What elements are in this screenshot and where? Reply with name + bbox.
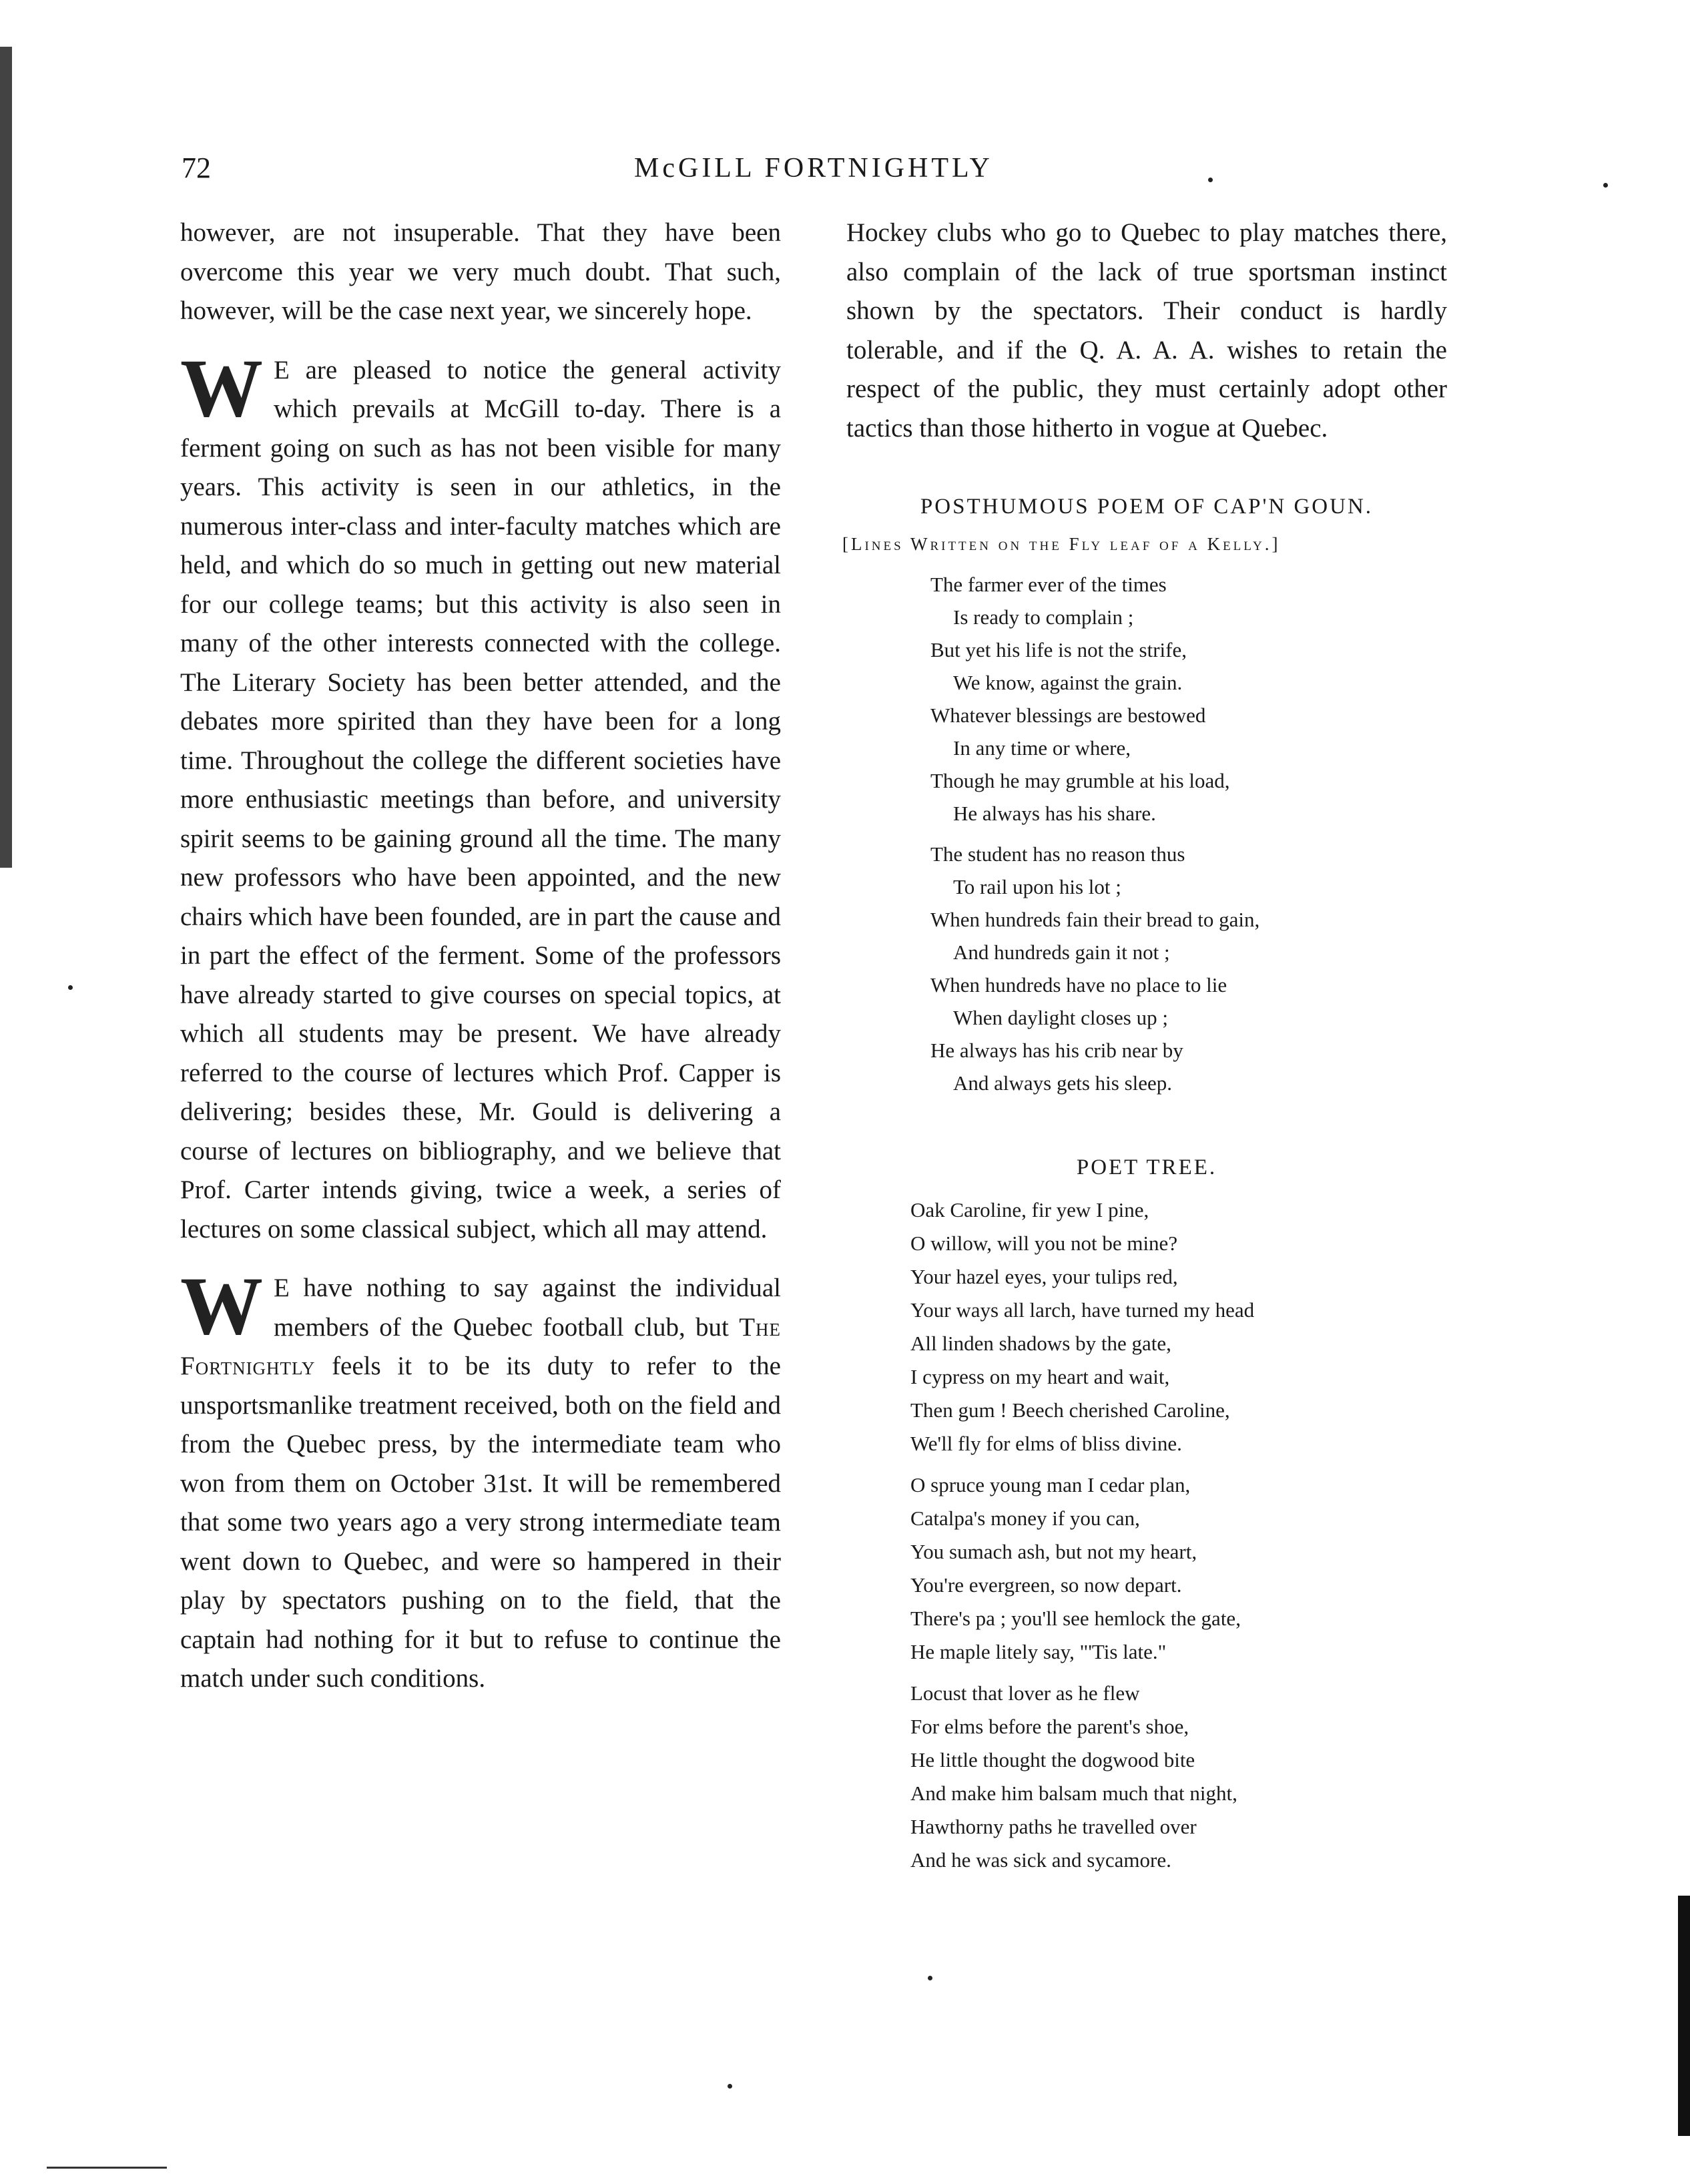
right-column [842, 214, 1447, 1877]
poem-line: O willow, will you not be mine? [910, 1232, 1178, 1255]
scan-rule [47, 2167, 167, 2169]
poem-line: And he was sick and sycamore. [910, 1848, 1171, 1872]
poem-line: Hawthorny paths he travelled over [910, 1815, 1197, 1838]
scan-speck [928, 1976, 932, 1980]
poem-line: Whatever blessings are bestowed [930, 704, 1206, 727]
poem-line: We know, against the grain. [953, 671, 1183, 694]
poem-line: Though he may grumble at his load, [930, 769, 1230, 792]
scan-edge-right [1670, 1896, 1690, 2136]
poem-stanza [910, 1468, 1447, 1669]
running-head: McGILL FORTNIGHTLY [634, 153, 993, 184]
paragraph-text: feels it to be its duty to refer to the unsportsmanlike treatment received, both on the field and from the Quebec press, by the intermediate team who won from them on October 31st. It will be remembered that some two years ago a very strong intermediate team went down to Quebec, and were so hampered in their play by spectators pushing on to the field, that the captain had nothing for it but to refuse to continue the match under such conditions. [180, 1352, 781, 1693]
poem-title: POET TREE. [1076, 1155, 1217, 1179]
poem-line: Is ready to complain ; [953, 605, 1134, 629]
poem-line: Locust that lover as he flew [910, 1681, 1140, 1705]
paragraph-text: E have nothing to say against the individual members of the Quebec football club, but [274, 1274, 781, 1342]
paragraph-activity [180, 342, 781, 1250]
poem-line: He always has his crib near by [930, 1039, 1183, 1062]
poem-line: Then gum ! Beech cherished Caroline, [910, 1398, 1230, 1422]
poem-line: We'll fly for elms of bliss divine. [910, 1432, 1182, 1455]
poem-line: When hundreds fain their bread to gain, [930, 908, 1260, 931]
drop-cap: W [180, 342, 263, 434]
paragraph: however, are not insuperable. That they have been overcome this year we very much doubt. That such, however, will be the case next year, we sincerely hope. [180, 218, 781, 325]
poem-line: To rail upon his lot ; [953, 875, 1121, 898]
scan-speck [1603, 183, 1608, 188]
poem-line: Catalpa's money if you can, [910, 1507, 1140, 1530]
paper-name: The Fortnightly [180, 1312, 782, 1380]
poem-line: Oak Caroline, fir yew I pine, [910, 1198, 1149, 1221]
poem-line: You sumach ash, but not my heart, [910, 1540, 1197, 1563]
poem-line: There's pa ; you'll see hemlock the gate, [910, 1607, 1241, 1630]
poem-line: The farmer ever of the times [930, 573, 1167, 596]
poem-line: I cypress on my heart and wait, [910, 1365, 1170, 1388]
poem-line: All linden shadows by the gate, [910, 1332, 1171, 1355]
poem-line: When daylight closes up ; [953, 1006, 1168, 1029]
paragraph: Hockey clubs who go to Quebec to play matches there, also complain of the lack of true sportsman instinct shown by the spectators. Their conduct is hardly tolerable, and if the Q. A. A. A. wishes to retain the respect of the public, they must certainly adopt other tactics than those hitherto in vogue at Quebec. [846, 218, 1447, 443]
poem-stanza [930, 568, 1447, 830]
drop-cap: W [180, 1260, 263, 1352]
poem-stanza [910, 1677, 1447, 1877]
scan-edge-left [0, 47, 20, 868]
paragraph-quebec [180, 1260, 782, 1699]
poem-line: Your ways all larch, have turned my head [910, 1298, 1255, 1322]
poem-line: And always gets his sleep. [953, 1071, 1173, 1095]
poem-line: The student has no reason thus [930, 842, 1185, 866]
paragraph-text: E are pleased to notice the general activity which prevails at McGill to-day. There is a ferment going on such as has not been visible for many years. This activity is seen in our athletics, in the numerous inter-class and inter-faculty matches which are held, and which do so much in getting out new material for our college teams; but this activity is also seen in many of the other interests connected with the college. The Literary Society has been better attended, and the debates more spirited than they have been for a long time. Throughout the college the different societies have more enthusiastic meetings than before, and university spirit seems to be gaining ground all the time. The many new professors who have been appointed, and the new chairs which have been founded, are in part the cause and in part the effect of the ferment. Some of the professors have already started to give courses on special topics, at which all students may be present. We have already referred to the course of lectures which Prof. Capper is delivering; besides these, Mr. Gould is delivering a course of lectures on bibliography, and we believe that Prof. Carter intends giving, twice a week, a series of lectures on some classical subject, which all may attend. [180, 355, 781, 1244]
poem-title: POSTHUMOUS POEM OF CAP'N GOUN. [920, 495, 1374, 519]
poem-subtitle: [Lines Written on the Fly leaf of a Kelly.] [842, 534, 1281, 554]
scan-speck [728, 2084, 732, 2089]
left-column [180, 214, 781, 1699]
poem-line: He maple litely say, "'Tis late." [910, 1640, 1167, 1663]
poem-line: When hundreds have no place to lie [930, 973, 1227, 997]
poem-stanza [910, 1193, 1447, 1460]
poem-line: He always has his share. [953, 802, 1156, 825]
poem-line: But yet his life is not the strife, [930, 638, 1187, 661]
poem-line: In any time or where, [953, 736, 1131, 760]
poem-stanza [930, 838, 1447, 1099]
poem-line: You're evergreen, so now depart. [910, 1573, 1182, 1597]
poem-line: Your hazel eyes, your tulips red, [910, 1265, 1178, 1288]
poem-line: O spruce young man I cedar plan, [910, 1473, 1191, 1496]
scan-speck [68, 985, 73, 990]
poem-line: And hundreds gain it not ; [953, 940, 1170, 964]
poem-line: He little thought the dogwood bite [910, 1748, 1195, 1771]
page-number: 72 [182, 152, 211, 184]
poem-line: And make him balsam much that night, [910, 1782, 1237, 1805]
scan-speck [1208, 178, 1213, 182]
poem-line: For elms before the parent's shoe, [910, 1715, 1189, 1738]
